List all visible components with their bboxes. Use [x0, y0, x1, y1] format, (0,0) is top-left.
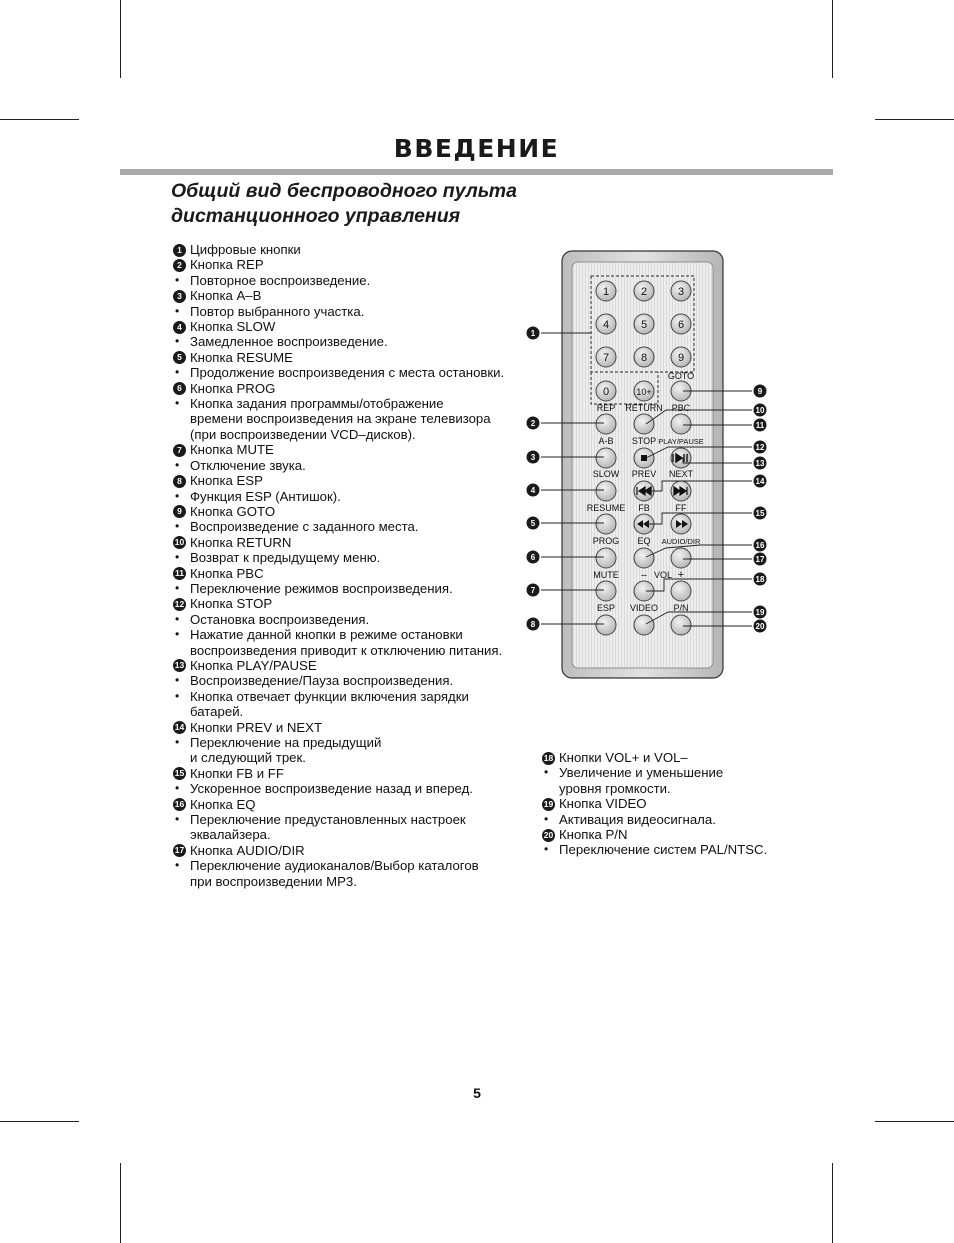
number-badge: 3: [173, 290, 186, 303]
bullet-icon: •: [544, 811, 549, 826]
number-badge: 5: [173, 351, 186, 364]
number-badge: 11: [175, 568, 184, 579]
ff-label: FF: [675, 503, 687, 513]
pbc-label: PBC: [671, 403, 691, 413]
list-text: Активация видеосигнала.: [559, 811, 716, 827]
number-badge: 7: [173, 444, 186, 457]
callout-number: 14: [755, 477, 765, 486]
list-text: Кнопка REP: [190, 257, 264, 273]
slow-button[interactable]: [596, 481, 616, 501]
pn-label: P/N: [673, 603, 689, 613]
return-label: RETURN: [625, 403, 663, 413]
list-text: уровня громкости.: [559, 780, 671, 796]
number-badge: 9: [173, 505, 186, 518]
number-badge: 12: [174, 598, 185, 609]
slow-label: SLOW: [592, 469, 620, 479]
number-badge: 19: [543, 798, 554, 809]
list-text: Кнопка STOP: [190, 596, 273, 612]
digit-label: 0: [602, 386, 610, 398]
callout-number: 1: [530, 329, 536, 338]
resume-label: RESUME: [586, 503, 626, 513]
rep-label: REP: [596, 403, 616, 413]
list-text: Кнопка PLAY/PAUSE: [190, 657, 317, 673]
callout-number: 8: [530, 620, 536, 629]
number-badge: 2: [173, 259, 186, 272]
callout-number: 5: [530, 519, 536, 528]
goto-label: GOTO: [667, 371, 695, 381]
bullet-icon: •: [544, 765, 549, 780]
pbc-button[interactable]: [671, 414, 691, 434]
list-text: Воспроизведение с заданного места.: [190, 519, 419, 535]
audio-dir-label: AUDIO/DIR: [661, 537, 701, 546]
list-text: эквалайзера.: [190, 827, 271, 843]
play-pause-label: PLAY/PAUSE: [658, 437, 704, 446]
list-text: при воспроизведении MP3.: [190, 873, 357, 889]
callout-number: 11: [755, 421, 765, 430]
bullet-icon: •: [175, 396, 180, 411]
callout-number: 19: [755, 608, 765, 617]
list-text: Кнопка GOTO: [190, 503, 276, 519]
list-text: Замедленное воспроизведение.: [190, 334, 388, 350]
list-text: Повтор выбранного участка.: [190, 303, 365, 319]
subtitle-line: Общий вид беспроводного пульта: [171, 180, 517, 202]
list-text: Повторное воспроизведение.: [190, 272, 371, 288]
list-text: Увеличение и уменьшение: [559, 765, 724, 781]
bullet-icon: •: [175, 673, 180, 688]
bullet-icon: •: [175, 519, 180, 534]
mute-label: MUTE: [593, 570, 619, 580]
prog-label: PROG: [592, 536, 620, 546]
number-badge: 20: [543, 829, 554, 840]
bullet-icon: •: [175, 735, 180, 749]
digit-label: 7: [602, 352, 610, 364]
bullet-icon: •: [175, 858, 180, 873]
bullet-icon: •: [175, 688, 180, 703]
list-text: Кнопка ESP: [190, 473, 263, 489]
list-text: Переключение аудиоканалов/Выбор каталогов: [190, 858, 479, 874]
list-text: Кнопка SLOW: [190, 319, 276, 335]
list-text: Кнопка A–B: [190, 288, 262, 304]
bullet-icon: •: [175, 272, 180, 287]
callout-number: 17: [755, 555, 765, 564]
list-text: Функция ESP (Антишок).: [190, 488, 341, 504]
bullet-icon: •: [175, 781, 180, 796]
number-badge: 6: [173, 382, 186, 395]
digit-label: 5: [640, 319, 648, 331]
callout-number: 10: [755, 406, 765, 415]
list-text: Продолжение воспроизведения с места остановки.: [190, 365, 505, 381]
list-text: Кнопка RESUME: [190, 349, 293, 365]
digit-label: 1: [602, 286, 610, 298]
bullet-icon: •: [175, 365, 180, 380]
vol-minus-label: –: [641, 570, 647, 581]
eq-label: EQ: [637, 536, 651, 546]
bullet-icon: •: [175, 457, 180, 472]
video-button[interactable]: [634, 615, 654, 635]
number-badge: 17: [174, 845, 185, 856]
digit-label: 4: [602, 319, 610, 331]
number-badge: 18: [543, 752, 554, 763]
callout-number: 20: [755, 622, 765, 631]
digit-label: 6: [677, 319, 685, 331]
audio-dir-button[interactable]: [671, 548, 691, 568]
number-badge: 13: [174, 660, 185, 671]
callout-number: 6: [530, 553, 536, 562]
ab-label: A-B: [598, 436, 614, 446]
bullet-icon: •: [175, 550, 180, 565]
list-text: Кнопки PREV и NEXT: [190, 719, 323, 735]
bullet-icon: •: [175, 812, 180, 827]
esp-label: ESP: [596, 603, 616, 613]
list-text: времени воспроизведения на экране телевизора: [190, 411, 491, 427]
next-label: NEXT: [668, 469, 694, 479]
callout-number: 16: [755, 541, 765, 550]
page-title: ВВЕДЕНИЕ: [393, 134, 560, 163]
list-text: Переключение на предыдущий: [190, 735, 382, 750]
callout-number: 3: [530, 453, 536, 462]
list-text: Остановка воспроизведения.: [190, 611, 370, 627]
return-button[interactable]: [634, 414, 654, 434]
bullet-icon: •: [175, 488, 180, 503]
number-badge: 10: [174, 537, 185, 548]
number-badge: 15: [174, 768, 185, 779]
list-text: Возврат к предыдущему меню.: [190, 550, 381, 566]
list-text: Цифровые кнопки: [190, 242, 301, 257]
list-text: Кнопка AUDIO/DIR: [190, 842, 305, 858]
number-badge: 14: [174, 722, 185, 733]
callout-number: 15: [755, 509, 765, 518]
number-badge: 4: [173, 321, 186, 334]
list-text: Ускоренное воспроизведение назад и вперед.: [190, 781, 473, 797]
ab-button[interactable]: [596, 448, 616, 468]
esp-button[interactable]: [596, 615, 616, 635]
stop-label: STOP: [631, 436, 657, 446]
video-label: VIDEO: [629, 603, 659, 613]
vol-plus-button[interactable]: [671, 581, 691, 601]
list-text: Воспроизведение/Пауза воспроизведения.: [190, 673, 454, 689]
list-text: Кнопки VOL+ и VOL–: [559, 750, 688, 765]
bullet-icon: •: [175, 334, 180, 349]
list-text: Переключение систем PAL/NTSC.: [559, 842, 768, 858]
digit-label: 9: [677, 352, 685, 364]
list-text: Отключение звука.: [190, 457, 306, 473]
number-badge: 16: [174, 799, 185, 810]
eq-button[interactable]: [634, 548, 654, 568]
list-text: Кнопка EQ: [190, 796, 256, 812]
callout-number: 4: [530, 486, 536, 495]
callout-number: 9: [757, 387, 763, 396]
prev-label: PREV: [631, 469, 657, 479]
digit-label: 8: [640, 352, 648, 364]
rep-button[interactable]: [596, 414, 616, 434]
list-text: воспроизведения приводит к отключению питания.: [190, 642, 503, 658]
digit-label: 2: [640, 286, 648, 298]
list-text: Кнопки FB и FF: [190, 765, 284, 781]
bullet-icon: •: [175, 580, 180, 595]
callout-number: 18: [755, 575, 765, 584]
list-text: (при воспроизведении VCD–дисков).: [190, 426, 416, 442]
callout-number: 7: [530, 586, 536, 595]
callout-number: 13: [755, 459, 765, 468]
fb-label: FB: [638, 503, 650, 513]
callout-number: 2: [530, 419, 536, 428]
list-text: Кнопка RETURN: [190, 534, 292, 550]
prog-button[interactable]: [596, 548, 616, 568]
list-text: Переключение режимов воспроизведения.: [190, 580, 453, 596]
list-text: Кнопка P/N: [559, 827, 628, 843]
pn-button[interactable]: [671, 615, 691, 635]
list-text: Кнопка PROG: [190, 380, 276, 396]
page-number: 5: [473, 1085, 481, 1101]
digit-label: 3: [677, 286, 685, 298]
bullet-icon: •: [175, 627, 180, 642]
list-text: батарей.: [190, 704, 244, 720]
list-text: Переключение предустановленных настроек: [190, 812, 466, 828]
digit-label: 10+: [636, 387, 652, 397]
list-text: Кнопка MUTE: [190, 442, 274, 458]
list-text: и следующий трек.: [190, 750, 306, 766]
vol-label: VOL: [653, 570, 673, 580]
number-badge: 1: [173, 244, 186, 257]
list-text: Кнопка отвечает функции включения зарядки: [190, 688, 469, 704]
callout-number: 12: [755, 443, 765, 452]
list-text: Нажатие данной кнопки в режиме остановки: [190, 627, 463, 643]
list-text: Кнопка PBC: [190, 565, 264, 581]
mute-button[interactable]: [596, 581, 616, 601]
bullet-icon: •: [175, 303, 180, 318]
subtitle-line: дистанционного управления: [171, 205, 461, 227]
bullet-icon: •: [175, 611, 180, 626]
resume-button[interactable]: [596, 514, 616, 534]
list-text: Кнопка VIDEO: [559, 796, 647, 812]
list-text: Кнопка задания программы/отображение: [190, 396, 444, 412]
vol-plus-label: +: [677, 569, 685, 581]
number-badge: 8: [173, 475, 186, 488]
bullet-icon: •: [544, 842, 549, 857]
